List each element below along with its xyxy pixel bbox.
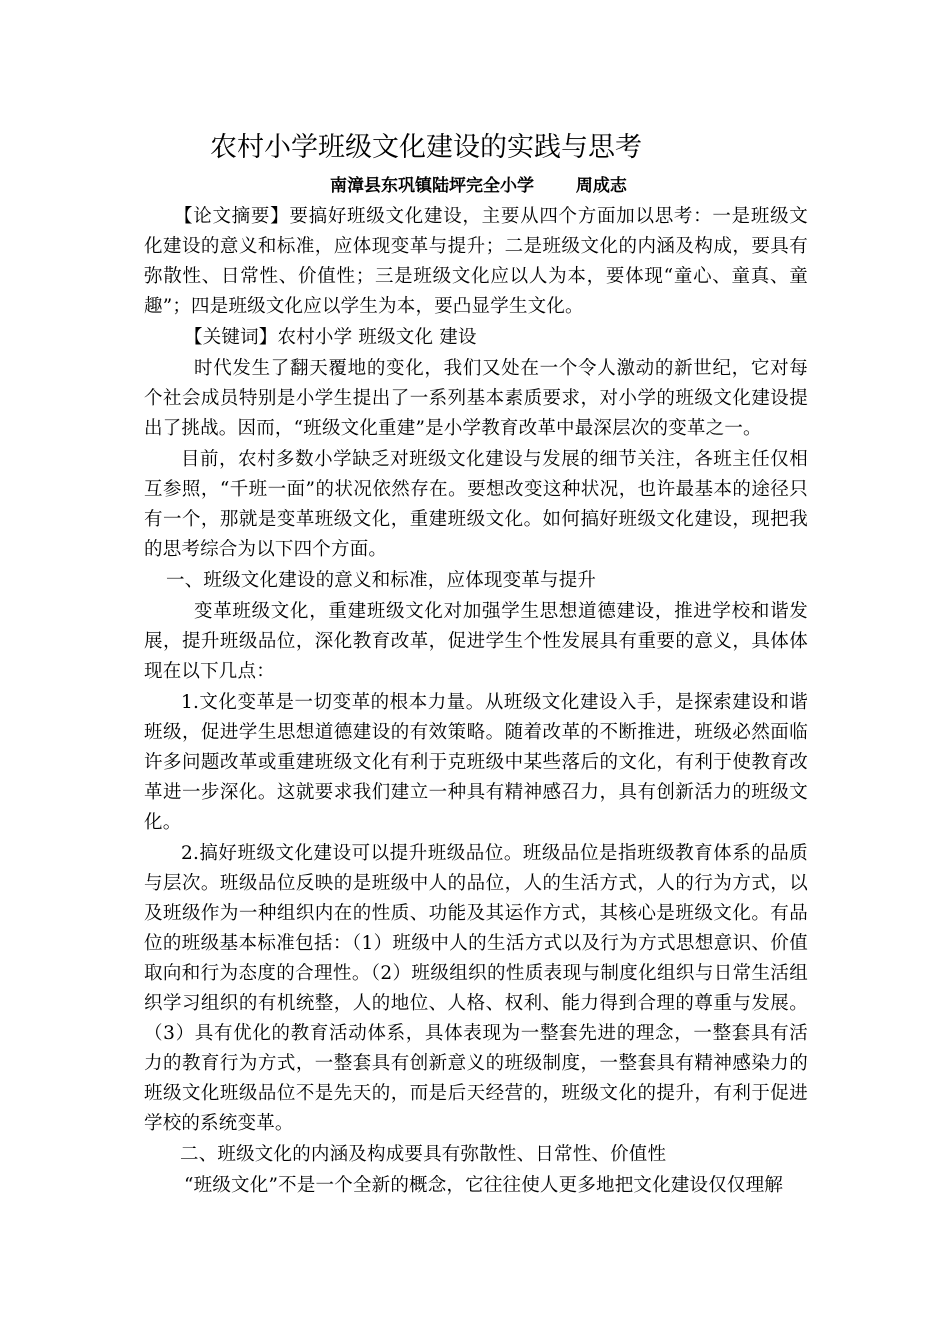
section-heading: 一、班级文化建设的意义和标准，应体现变革与提升 xyxy=(166,570,597,591)
body-paragraph: “班级文化”不是一个全新的概念，它往往使人更多地把文化建设仅仅理解 xyxy=(184,1175,784,1196)
document-title: 农村小学班级文化建设的实践与思考 xyxy=(210,132,642,163)
keywords-paragraph: 【关键词】农村小学 班级文化 建设 xyxy=(184,327,477,348)
author-name: 周成志 xyxy=(575,176,627,196)
body-paragraph: 目前，农村多数小学缺乏对班级文化建设与发展的细节关注，各班主任仅相互参照，“千班一面”的状况依然存在。要想改变这种状况，也许最基本的途径只有一个，那就是变革班级文化，重建班级文化。如何搞好班级文化建设，现把我的思考综合为以下四个方面。 xyxy=(144,449,808,560)
body-paragraph: 时代发生了翻天覆地的变化，我们又处在一个令人激动的新世纪，它对每个社会成员特别是小学生提出了一系列基本素质要求，对小学的班级文化建设提出了挑战。因而，“班级文化重建”是小学教育改革中最深层次的变革之一。 xyxy=(144,358,808,439)
body-paragraph: 1.文化变革是一切变革的根本力量。从班级文化建设入手，是探索建设和谐班级，促进学生思想道德建设的有效策略。随着改革的不断推进，班级必然面临许多问题改革或重建班级文化有利于克班级中某些落后的文化，有利于使教育改革进一步深化。这就要求我们建立一种具有精神感召力，具有创新活力的班级文化。 xyxy=(144,692,808,833)
abstract-paragraph: 【论文摘要】要搞好班级文化建设，主要从四个方面加以思考：一是班级文化建设的意义和标准，应体现变革与提升；二是班级文化的内涵及构成，要具有弥散性、日常性、价值性；三是班级文化应以人为本，要体现“童心、童真、童趣”；四是班级文化应以学生为本，要凸显学生文化。 xyxy=(144,206,808,317)
document-body xyxy=(144,202,808,1202)
school-name: 南漳县东巩镇陆坪完全小学 xyxy=(330,176,534,196)
body-paragraph: 变革班级文化，重建班级文化对加强学生思想道德建设，推进学校和谐发展，提升班级品位，深化教育改革，促进学生个性发展具有重要的意义，具体体现在以下几点： xyxy=(144,601,808,682)
author-line xyxy=(330,172,627,200)
section-heading: 二、班级文化的内涵及构成要具有弥散性、日常性、价值性 xyxy=(180,1144,667,1165)
body-paragraph: 2.搞好班级文化建设可以提升班级品位。班级品位是指班级教育体系的品质与层次。班级品位反映的是班级中人的品位，人的生活方式，人的行为方式，以及班级作为一种组织内在的性质、功能及其运作方式，其核心是班级文化。有品位的班级基本标准包括：（1）班级中人的生活方式以及行为方式思想意识、价值取向和行为态度的合理性。（2）班级组织的性质表现与制度化组织与日常生活组织学习组织的有机统整，人的地位、人格、权利、能力得到合理的尊重与发展。（3）具有优化的教育活动体系，具体表现为一整套先进的理念，一整套具有活力的教育行为方式，一整套具有创新意义的班级制度，一整套具有精神感染力的班级文化班级品位不是先天的，而是后天经营的，班级文化的提升，有利于促进学校的系统变革。 xyxy=(144,843,808,1134)
